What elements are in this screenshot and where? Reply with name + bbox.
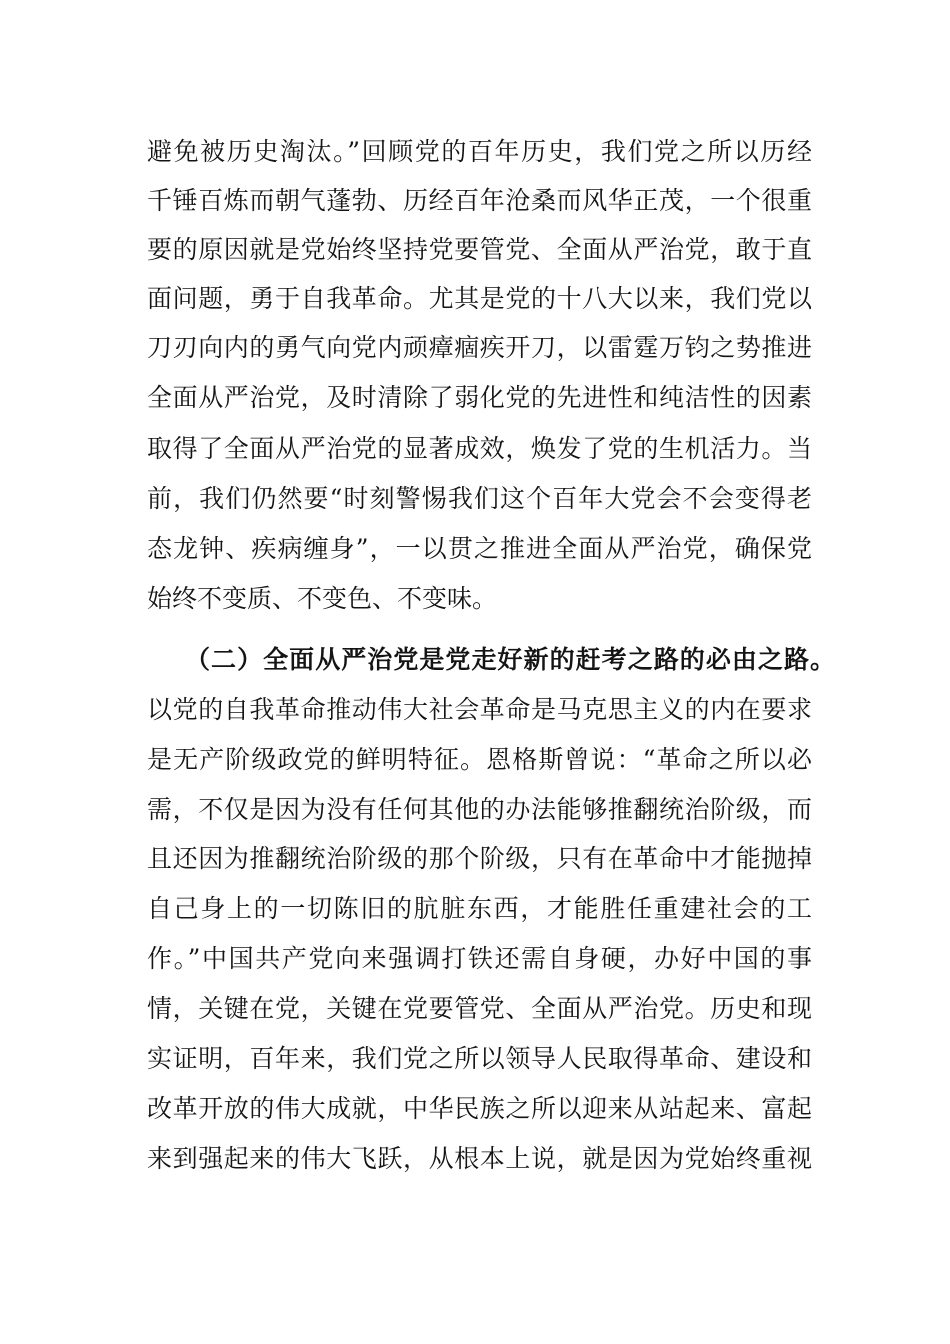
body-text-line: 前，我们仍然要“时刻警惕我们这个百年大党会不会变得老 <box>147 484 812 513</box>
body-text-line: 取得了全面从严治党的显著成效，焕发了党的生机活力。当 <box>147 434 812 463</box>
body-text-line: 千锤百炼而朝气蓬勃、历经百年沧桑而风华正茂，一个很重 <box>147 186 812 215</box>
body-text-line: 刀刃向内的勇气向党内顽瘴痼疾开刀，以雷霆万钧之势推进 <box>147 333 812 362</box>
body-text-line: 避免被历史淘汰。”回顾党的百年历史，我们党之所以历经 <box>147 137 812 166</box>
section-heading: （二）全面从严治党是党走好新的赶考之路的必由之路。 <box>185 645 835 674</box>
body-text-line: 需，不仅是因为没有任何其他的办法能够推翻统治阶级，而 <box>147 795 812 824</box>
body-text-line: 态龙钟、疾病缠身”，一以贯之推进全面从严治党，确保党 <box>147 534 812 563</box>
body-text-line: 是无产阶级政党的鲜明特征。恩格斯曾说：“革命之所以必 <box>147 745 812 774</box>
body-text-line: 实证明，百年来，我们党之所以领导人民取得革命、建设和 <box>147 1044 812 1073</box>
body-text-line: 全面从严治党，及时清除了弱化党的先进性和纯洁性的因素 <box>147 383 812 412</box>
body-text-line: 以党的自我革命推动伟大社会革命是马克思主义的内在要求 <box>147 695 812 724</box>
body-text-line: 且还因为推翻统治阶级的那个阶级，只有在革命中才能抛掉 <box>147 844 812 873</box>
body-text-line: 面问题，勇于自我革命。尤其是党的十八大以来，我们党以 <box>147 284 812 313</box>
body-text-line: 作。”中国共产党向来强调打铁还需自身硬，办好中国的事 <box>147 944 812 973</box>
body-text-line: 情，关键在党，关键在党要管党、全面从严治党。历史和现 <box>147 994 812 1023</box>
body-text-line: 来到强起来的伟大飞跃，从根本上说，就是因为党始终重视 <box>147 1144 812 1173</box>
body-text-line: 改革开放的伟大成就，中华民族之所以迎来从站起来、富起 <box>147 1094 812 1123</box>
body-text-line: 始终不变质、不变色、不变味。 <box>147 584 498 613</box>
body-text-line: 自己身上的一切陈旧的肮脏东西，才能胜任重建社会的工 <box>147 894 812 923</box>
body-text-line: 要的原因就是党始终坚持党要管党、全面从严治党，敢于直 <box>147 235 812 264</box>
